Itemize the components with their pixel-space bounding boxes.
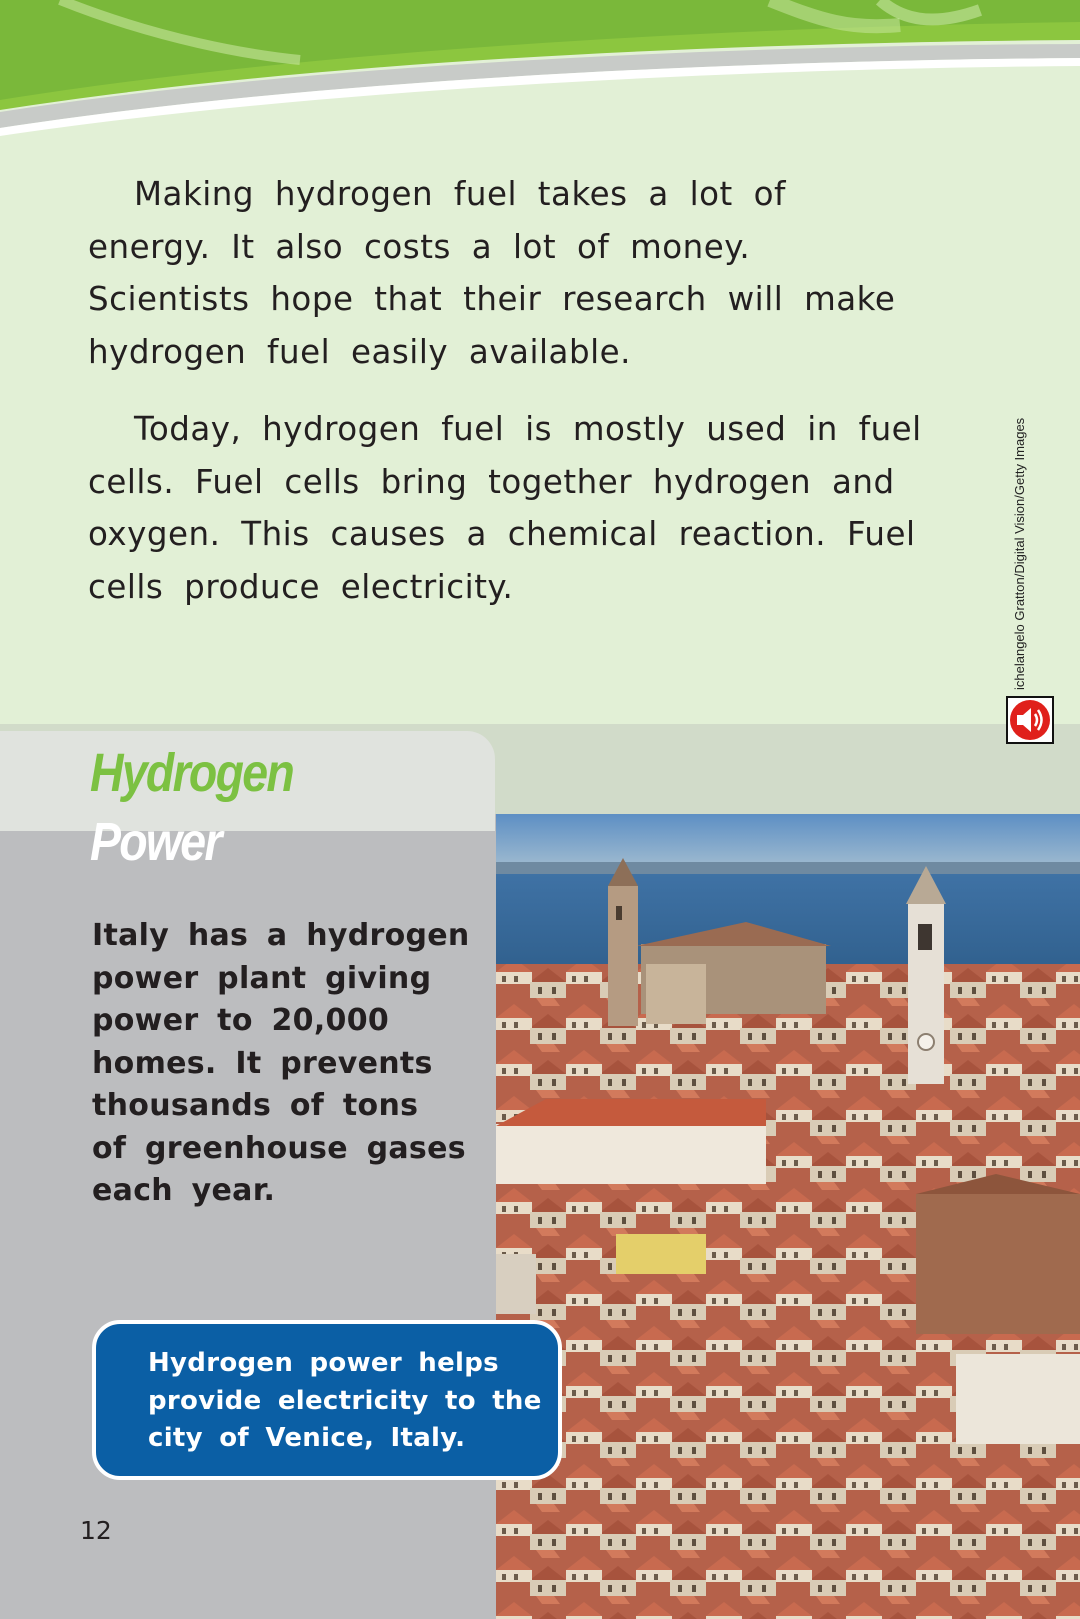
page-number: 12 — [80, 1516, 112, 1545]
paragraph-text: Making hydrogen fuel takes a lot of energy. It also costs a lot of money. Scientists hope that their research will make hydrogen fuel easily available. — [88, 175, 896, 371]
sidebar-heading-line2: Power — [90, 812, 221, 872]
caption-line: city of Venice, Italy. — [148, 1423, 466, 1453]
sidebar-line: power plant giving — [92, 960, 432, 996]
venice-photo — [496, 814, 1080, 1619]
photo-caption — [92, 1320, 562, 1480]
paragraph-text: Today, hydrogen fuel is mostly used in fuel cells. Fuel cells bring together hydrogen and oxygen. This causes a chemical reaction. Fuel cells produce electricity. — [88, 410, 922, 606]
audio-button[interactable] — [1006, 696, 1054, 744]
caption-line: Hydrogen power helps — [148, 1348, 499, 1378]
body-paragraph-1 — [88, 168, 928, 378]
speaker-icon — [1008, 698, 1052, 742]
sidebar-line: thousands of tons — [92, 1088, 419, 1123]
sidebar-line: homes. It prevents — [92, 1045, 433, 1081]
sidebar-text — [92, 915, 492, 1213]
sidebar-line: of greenhouse gases — [92, 1130, 466, 1166]
sidebar-heading-line1: Hydrogen — [90, 743, 293, 803]
sidebar-line: power to 20,000 — [92, 1003, 390, 1038]
body-paragraph-2 — [88, 403, 928, 613]
caption-line: provide electricity to the — [148, 1385, 542, 1416]
sidebar-line: Italy has a hydrogen — [92, 918, 470, 953]
photo-credit: ichelangelo Gratton/Digital Vision/Getty Images — [1012, 417, 1027, 690]
top-banner-decoration — [0, 0, 1080, 140]
sidebar-line: each year. — [92, 1173, 276, 1208]
